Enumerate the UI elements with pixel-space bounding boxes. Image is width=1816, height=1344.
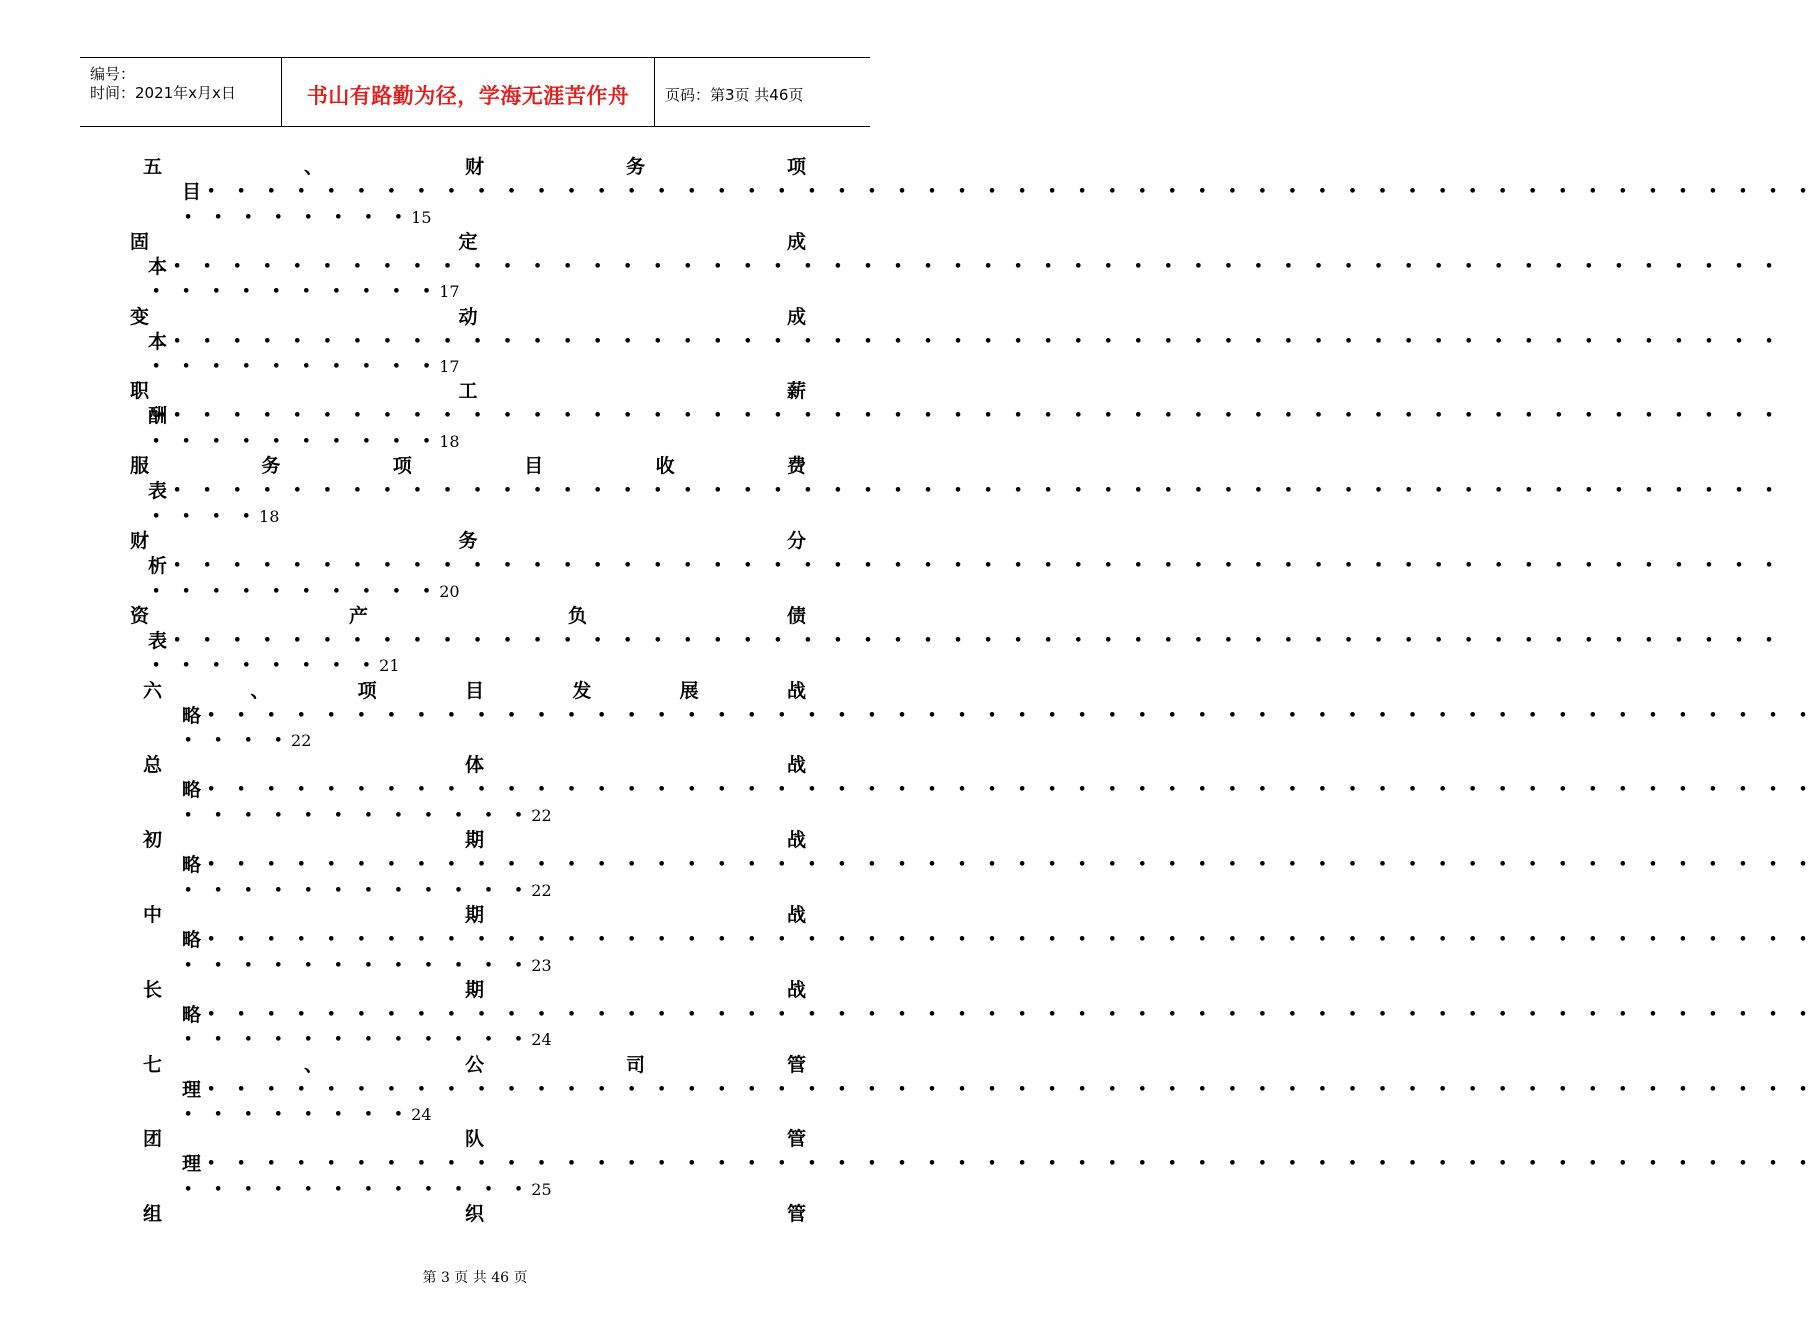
toc-title-char: 目 — [464, 679, 484, 702]
toc-entry-title — [130, 380, 806, 402]
toc-page-row — [184, 1104, 432, 1126]
toc-title-char: 服 — [130, 455, 150, 478]
toc-leader-row — [148, 255, 1782, 278]
toc-leader-dots: • • • • • • • • • • • • • • • • • • • • • • • • • • • • • • • • • • • • • • • • • • • • • • • • • • • • • • — [173, 333, 1782, 349]
toc-title-char: 职 — [130, 380, 150, 403]
toc-title-char: 战 — [786, 679, 806, 702]
page-footer: 第 3 页 共 46 页 — [422, 1270, 528, 1286]
toc-leader-row — [182, 1153, 1816, 1176]
toc-entry-title — [143, 829, 806, 851]
toc-entry-title — [143, 1054, 806, 1076]
toc-page-number: 24 — [411, 1105, 432, 1125]
toc-title-char: 分 — [786, 530, 806, 552]
toc-entry[interactable] — [0, 380, 1782, 455]
toc-title-last-char: 理 — [182, 1078, 202, 1101]
toc-leader-row — [148, 629, 1782, 652]
toc-title-char: 战 — [786, 978, 806, 1001]
toc-title-char: 项 — [392, 455, 412, 478]
toc-title-char: 总 — [143, 754, 163, 777]
header-page-cell — [655, 58, 870, 126]
toc-entry[interactable] — [0, 679, 1816, 755]
toc-page-number: 17 — [439, 357, 460, 377]
toc-title-char: 战 — [786, 829, 806, 852]
toc-leader-dots-tail: • • • • • • • • — [184, 1107, 412, 1123]
toc-title-last-char: 表 — [148, 480, 168, 503]
toc-page-row — [184, 879, 552, 901]
toc-leader-dots-tail: • • • • • • • • • • • • — [184, 957, 532, 973]
toc-title-char: 织 — [464, 1203, 484, 1226]
toc-leader-dots-tail: • • • • • • • • • • — [152, 583, 440, 599]
toc-title-char: 费 — [786, 455, 806, 478]
toc-leader-row — [148, 405, 1782, 428]
toc-entry-title — [143, 1203, 806, 1225]
toc-title-char: 队 — [464, 1128, 484, 1151]
toc-title-char: 五 — [143, 156, 163, 178]
toc-title-char: 收 — [655, 455, 675, 478]
toc-title-char: 管 — [786, 1203, 806, 1226]
toc-leader-dots: • • • • • • • • • • • • • • • • • • • • • • • • • • • • • • • • • • • • • • • • • • • • • • • • • • • • • • — [207, 857, 1816, 873]
toc-title-char: 务 — [261, 455, 281, 478]
toc-title-char: 资 — [130, 604, 150, 627]
toc-page-number: 18 — [259, 506, 280, 526]
toc-leader-dots: • • • • • • • • • • • • • • • • • • • • • • • • • • • • • • • • • • • • • • • • • • • • • • • • • • • • • • — [173, 558, 1782, 573]
toc-entry[interactable] — [0, 904, 1816, 979]
toc-entry-title — [143, 1128, 806, 1150]
toc-title-char: 动 — [458, 305, 478, 328]
toc-leader-dots: • • • • • • • • • • • • • • • • • • • • • • • • • • • • • • • • • • • • • • • • • • • • • • • • • • • • • • — [207, 707, 1816, 723]
toc-title-char: 管 — [786, 1053, 806, 1076]
toc-title-char: 目 — [524, 455, 544, 478]
toc-title-last-char: 析 — [148, 555, 168, 577]
toc-title-last-char: 酬 — [148, 405, 168, 428]
toc-title-char: 变 — [130, 305, 150, 328]
toc-entry[interactable] — [0, 978, 1816, 1054]
toc-leader-row — [148, 330, 1782, 353]
toc-title-char: 、 — [303, 156, 323, 178]
toc-title-char: 产 — [348, 604, 368, 627]
toc-leader-dots-tail: • • • • • • • • • • • • — [184, 1181, 532, 1197]
toc-page-row — [184, 206, 432, 228]
toc-leader-row — [182, 181, 1816, 203]
toc-page-number: 23 — [531, 955, 552, 975]
toc-leader-row — [182, 929, 1816, 951]
toc-page-number: 17 — [439, 282, 460, 302]
toc-entry[interactable] — [0, 829, 1816, 904]
toc-title-char: 展 — [679, 679, 699, 702]
toc-page-row — [184, 804, 552, 826]
toc-page-number: 22 — [531, 805, 552, 825]
toc-page-row — [152, 281, 460, 303]
toc-entry-title — [130, 306, 806, 328]
toc-title-char: 薪 — [786, 380, 806, 403]
toc-title-char: 、 — [250, 679, 270, 702]
toc-leader-row — [148, 555, 1782, 577]
toc-title-last-char: 略 — [182, 704, 202, 727]
toc-title-char: 财 — [464, 156, 484, 178]
toc-title-last-char: 理 — [182, 1153, 202, 1176]
toc-title-char: 长 — [143, 978, 163, 1001]
toc-title-char: 司 — [625, 1053, 645, 1076]
toc-title-char: 管 — [786, 1128, 806, 1151]
toc-entry-title — [130, 530, 806, 552]
toc-page-number: 22 — [291, 731, 312, 751]
toc-page-number: 21 — [379, 656, 400, 676]
toc-leader-row — [182, 1003, 1816, 1026]
toc-title-char: 团 — [143, 1128, 163, 1151]
toc-title-char: 期 — [464, 978, 484, 1001]
toc-entry-title — [143, 904, 806, 926]
toc-title-last-char: 略 — [182, 779, 202, 802]
toc-title-char: 项 — [786, 156, 806, 178]
toc-title-char: 战 — [786, 904, 806, 926]
document-time-label: 时间：2021年x月x日 — [90, 84, 236, 102]
toc-page-number: 24 — [531, 1030, 552, 1050]
toc-entry[interactable] — [0, 1128, 1816, 1203]
toc-title-char: 财 — [130, 530, 150, 552]
toc-leader-dots-tail: • • • • • • • • — [184, 209, 412, 225]
toc-title-char: 成 — [786, 230, 806, 253]
toc-title-char: 战 — [786, 754, 806, 777]
toc-title-last-char: 目 — [182, 181, 202, 203]
toc-entry-title — [130, 455, 806, 477]
toc-entry[interactable] — [0, 604, 1782, 680]
toc-leader-row — [182, 704, 1816, 727]
toc-title-char: 中 — [143, 904, 163, 926]
toc-page-row — [184, 1029, 552, 1051]
header-motto: 书山有路勤为径，学海无涯苦作舟 — [306, 84, 630, 108]
toc-title-char: 组 — [143, 1203, 163, 1226]
toc-entry[interactable] — [0, 754, 1816, 829]
toc-title-last-char: 略 — [182, 1003, 202, 1026]
toc-title-char: 固 — [130, 230, 150, 253]
toc-leader-dots: • • • • • • • • • • • • • • • • • • • • • • • • • • • • • • • • • • • • • • • • • • • • • • • • • • • • • • — [173, 483, 1782, 499]
toc-leader-dots-tail: • • • • — [152, 508, 260, 524]
toc-leader-dots: • • • • • • • • • • • • • • • • • • • • • • • • • • • • • • • • • • • • • • • • • • • • • • • • • • • • • • — [207, 184, 1816, 199]
toc-page-row — [184, 954, 552, 976]
toc-page-row — [152, 655, 400, 677]
toc-leader-row — [182, 1078, 1816, 1101]
toc-page-number: 25 — [531, 1179, 552, 1199]
toc-entry[interactable] — [0, 1053, 1816, 1129]
toc-leader-dots-tail: • • • • — [184, 733, 292, 749]
toc-entry[interactable] — [0, 455, 1782, 530]
header-motto-cell — [282, 58, 655, 126]
toc-entry-title — [143, 979, 806, 1001]
toc-title-char: 公 — [464, 1053, 484, 1076]
toc-leader-dots: • • • • • • • • • • • • • • • • • • • • • • • • • • • • • • • • • • • • • • • • • • • • • • • • • • • • • • — [207, 932, 1816, 947]
toc-entry-title — [143, 156, 806, 178]
toc-title-char: 、 — [303, 1053, 323, 1076]
toc-entry-title — [130, 231, 806, 253]
toc-page-number: 22 — [531, 880, 552, 900]
toc-leader-dots-tail: • • • • • • • • • • — [152, 433, 440, 449]
toc-entry-title — [130, 605, 806, 627]
toc-title-char: 债 — [786, 604, 806, 627]
toc-title-last-char: 略 — [182, 854, 202, 877]
toc-title-last-char: 表 — [148, 629, 168, 652]
toc-leader-row — [148, 480, 1782, 503]
toc-page-row — [152, 430, 460, 452]
toc-title-char: 负 — [567, 604, 587, 627]
toc-title-char: 期 — [464, 829, 484, 852]
toc-leader-row — [182, 854, 1816, 877]
toc-leader-dots: • • • • • • • • • • • • • • • • • • • • • • • • • • • • • • • • • • • • • • • • • • • • • • • • • • • • • • — [173, 408, 1782, 424]
toc-leader-dots: • • • • • • • • • • • • • • • • • • • • • • • • • • • • • • • • • • • • • • • • • • • • • • • • • • • • • • — [207, 1081, 1816, 1097]
header-page-number: 页码：第3页 共46页 — [665, 86, 804, 104]
toc-entry-title — [143, 754, 806, 776]
toc-leader-row — [182, 779, 1816, 802]
toc-leader-dots-tail: • • • • • • • • • • • • — [184, 807, 532, 823]
toc-title-char: 发 — [572, 679, 592, 702]
toc-leader-dots: • • • • • • • • • • • • • • • • • • • • • • • • • • • • • • • • • • • • • • • • • • • • • • • • • • • • • • — [207, 1006, 1816, 1022]
toc-entry[interactable] — [0, 530, 1782, 605]
toc-title-char: 项 — [357, 679, 377, 702]
toc-entry[interactable] — [0, 156, 1816, 231]
toc-page-row — [152, 356, 460, 378]
toc-page-row — [152, 505, 279, 527]
toc-title-char: 定 — [458, 230, 478, 253]
toc-title-char: 初 — [143, 829, 163, 852]
toc-title-char: 成 — [786, 305, 806, 328]
toc-entry[interactable] — [0, 305, 1782, 381]
toc-entry-title — [143, 680, 806, 702]
toc-title-char: 七 — [143, 1053, 163, 1076]
toc-title-char: 务 — [458, 530, 478, 552]
toc-page-number: 15 — [411, 207, 432, 227]
toc-leader-dots-tail: • • • • • • • • • • • • — [184, 1032, 532, 1048]
toc-title-last-char: 本 — [148, 255, 168, 278]
toc-leader-dots-tail: • • • • • • • • — [152, 658, 380, 674]
toc-page-row — [152, 580, 460, 602]
toc-title-char: 体 — [464, 754, 484, 777]
toc-title-char: 六 — [143, 679, 163, 702]
toc-leader-dots: • • • • • • • • • • • • • • • • • • • • • • • • • • • • • • • • • • • • • • • • • • • • • • • • • • • • • • — [173, 258, 1782, 274]
toc-page-number: 20 — [439, 581, 460, 601]
toc-title-last-char: 略 — [182, 929, 202, 951]
toc-leader-dots-tail: • • • • • • • • • • — [152, 359, 440, 375]
toc-leader-dots: • • • • • • • • • • • • • • • • • • • • • • • • • • • • • • • • • • • • • • • • • • • • • • • • • • • • • • — [173, 632, 1782, 648]
toc-leader-dots: • • • • • • • • • • • • • • • • • • • • • • • • • • • • • • • • • • • • • • • • • • • • • • • • • • • • • • — [207, 782, 1816, 798]
toc-entry[interactable] — [0, 230, 1782, 306]
toc-page-number: 18 — [439, 431, 460, 451]
header-info-cell — [80, 58, 282, 126]
toc-title-char: 期 — [464, 904, 484, 926]
document-number-label: 编号： — [90, 65, 136, 83]
toc-title-char: 务 — [625, 156, 645, 178]
toc-page-row — [184, 730, 311, 752]
toc-title-char: 工 — [458, 380, 478, 403]
toc-title-last-char: 本 — [148, 330, 168, 353]
toc-leader-dots-tail: • • • • • • • • • • • • — [184, 882, 532, 898]
toc-leader-dots-tail: • • • • • • • • • • — [152, 284, 440, 300]
page-header — [80, 57, 870, 127]
toc-leader-dots: • • • • • • • • • • • • • • • • • • • • • • • • • • • • • • • • • • • • • • • • • • • • • • • • • • • • • • — [207, 1156, 1816, 1172]
toc-page-row — [184, 1178, 552, 1200]
